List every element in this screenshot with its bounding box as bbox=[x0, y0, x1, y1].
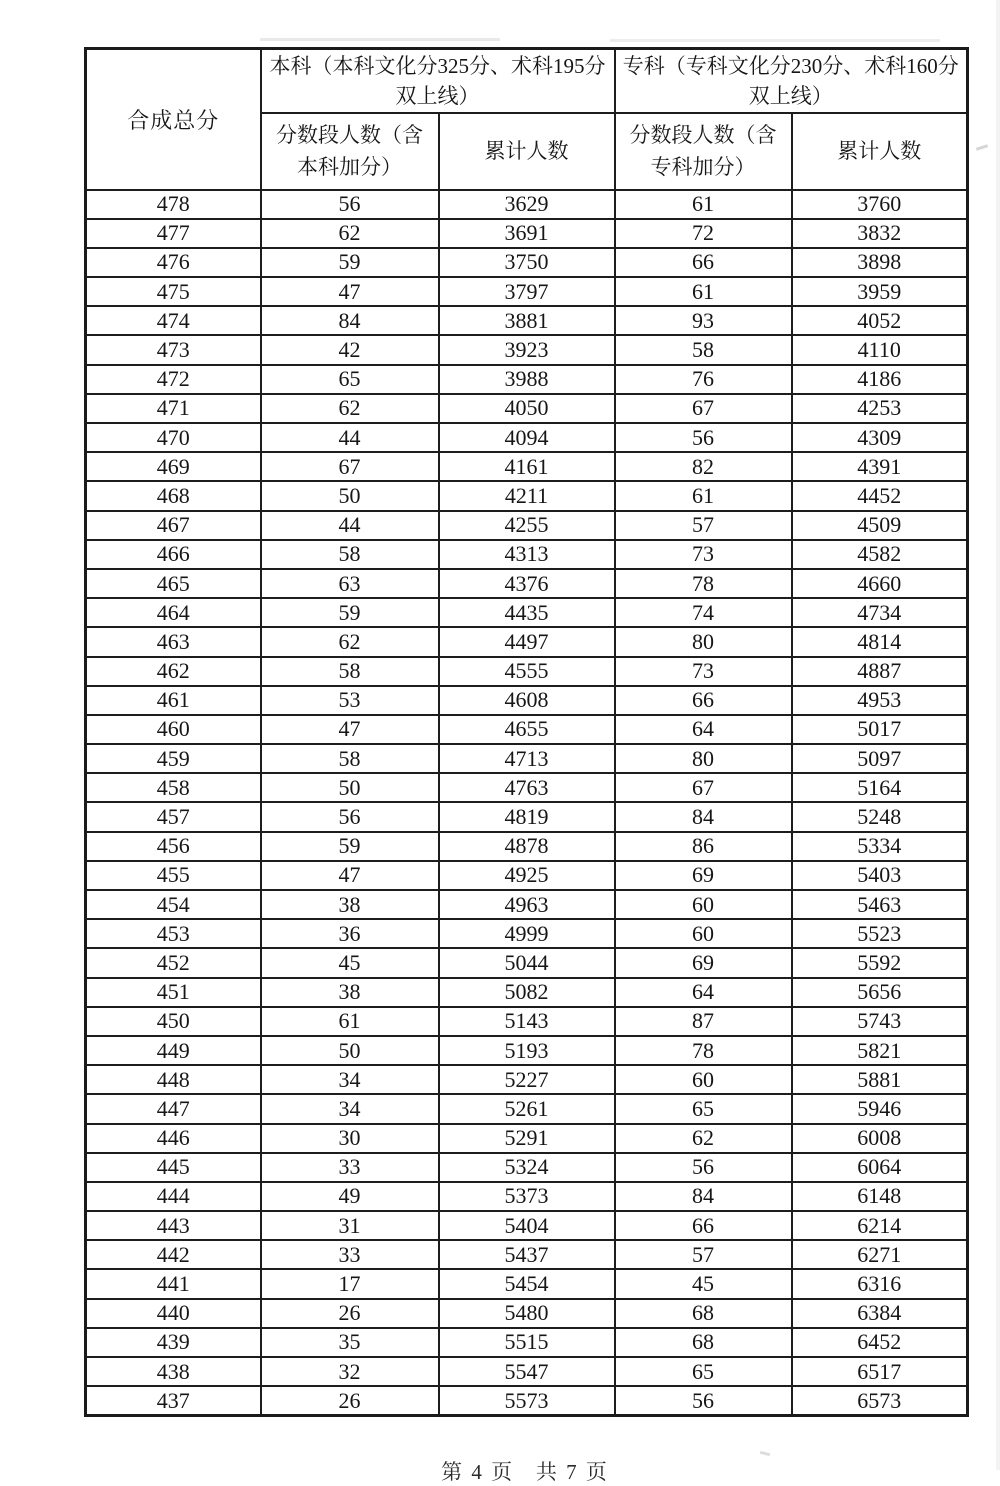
zhuanke-segment-count-cell: 58 bbox=[615, 335, 792, 364]
table-row bbox=[86, 1269, 968, 1298]
benke-cumulative-count-cell: 4050 bbox=[439, 394, 615, 423]
score-cell: 461 bbox=[86, 686, 261, 715]
benke-segment-count-cell: 59 bbox=[261, 598, 439, 627]
benke-cumulative-count-cell: 4255 bbox=[439, 511, 615, 540]
zhuanke-segment-count-cell: 78 bbox=[615, 569, 792, 598]
table-row bbox=[86, 1386, 968, 1415]
zhuanke-cumulative-count-cell: 6008 bbox=[792, 1124, 968, 1153]
benke-cumulative-count-cell: 4655 bbox=[439, 715, 615, 744]
score-cell: 440 bbox=[86, 1299, 261, 1328]
zhuanke-cumulative-count-cell: 4582 bbox=[792, 540, 968, 569]
zhuanke-segment-count-cell: 78 bbox=[615, 1036, 792, 1065]
benke-segment-count-cell: 38 bbox=[261, 978, 439, 1007]
benke-segment-count-cell: 36 bbox=[261, 919, 439, 948]
score-cell: 473 bbox=[86, 335, 261, 364]
benke-segment-count-cell: 35 bbox=[261, 1328, 439, 1357]
benke-segment-count-cell: 49 bbox=[261, 1182, 439, 1211]
benke-cumulative-count-cell: 4878 bbox=[439, 832, 615, 861]
zhuanke-segment-count-cell: 56 bbox=[615, 1153, 792, 1182]
benke-cumulative-count-cell: 5082 bbox=[439, 978, 615, 1007]
zhuanke-segment-count-cell: 61 bbox=[615, 481, 792, 510]
benke-segment-count-cell: 61 bbox=[261, 1007, 439, 1036]
zhuanke-segment-count-cell: 87 bbox=[615, 1007, 792, 1036]
score-cell: 478 bbox=[86, 190, 261, 219]
score-cell: 471 bbox=[86, 394, 261, 423]
benke-cumulative-count-cell: 4211 bbox=[439, 481, 615, 510]
score-cell: 458 bbox=[86, 773, 261, 802]
benke-segment-count-cell: 38 bbox=[261, 890, 439, 919]
score-cell: 474 bbox=[86, 306, 261, 335]
zhuanke-cumulative-count-cell: 5523 bbox=[792, 919, 968, 948]
zhuanke-segment-count-cell: 66 bbox=[615, 248, 792, 277]
zhuanke-segment-count-cell: 93 bbox=[615, 306, 792, 335]
benke-cumulative-count-cell: 5261 bbox=[439, 1094, 615, 1123]
benke-segment-count-cell: 31 bbox=[261, 1211, 439, 1240]
benke-cumulative-count-cell: 5573 bbox=[439, 1386, 615, 1415]
zhuanke-segment-count-cell: 82 bbox=[615, 452, 792, 481]
benke-cumulative-count-cell: 5373 bbox=[439, 1182, 615, 1211]
table-row bbox=[86, 481, 968, 510]
table-group-header-row bbox=[86, 49, 968, 113]
zhuanke-cumulative-count-cell: 5248 bbox=[792, 802, 968, 831]
score-cell: 465 bbox=[86, 569, 261, 598]
benke-segment-count-cell: 67 bbox=[261, 452, 439, 481]
score-cell: 467 bbox=[86, 511, 261, 540]
table-row bbox=[86, 452, 968, 481]
score-cell: 450 bbox=[86, 1007, 261, 1036]
benke-segment-count-cell: 34 bbox=[261, 1065, 439, 1094]
table-row bbox=[86, 802, 968, 831]
benke-segment-count-cell: 59 bbox=[261, 832, 439, 861]
table-row bbox=[86, 306, 968, 335]
benke-segment-count-cell: 56 bbox=[261, 190, 439, 219]
benke-cumulative-count-cell: 5193 bbox=[439, 1036, 615, 1065]
table-row bbox=[86, 715, 968, 744]
table-row bbox=[86, 365, 968, 394]
zhuanke-segment-count-cell: 73 bbox=[615, 657, 792, 686]
benke-segment-count-cell: 59 bbox=[261, 248, 439, 277]
score-cell: 475 bbox=[86, 277, 261, 306]
table-row bbox=[86, 1065, 968, 1094]
zhuanke-cumulative-count-cell: 4391 bbox=[792, 452, 968, 481]
zhuanke-cumulative-count-cell: 6452 bbox=[792, 1328, 968, 1357]
benke-segment-count-cell: 58 bbox=[261, 540, 439, 569]
benke-cumulative-count-cell: 5291 bbox=[439, 1124, 615, 1153]
table-row bbox=[86, 1124, 968, 1153]
zhuanke-cumulative-count-cell: 4814 bbox=[792, 627, 968, 656]
zhuanke-cumulative-count-cell: 5334 bbox=[792, 832, 968, 861]
zhuanke-segment-count-cell: 69 bbox=[615, 861, 792, 890]
benke-segment-count-cell: 47 bbox=[261, 715, 439, 744]
zhuanke-segment-count-cell: 80 bbox=[615, 744, 792, 773]
score-cell: 447 bbox=[86, 1094, 261, 1123]
scan-smudge bbox=[260, 38, 500, 41]
zhuanke-cumulative-count-cell: 5017 bbox=[792, 715, 968, 744]
zhuanke-segment-count-cell: 57 bbox=[615, 511, 792, 540]
score-cell: 463 bbox=[86, 627, 261, 656]
benke-cumulative-count-cell: 5454 bbox=[439, 1269, 615, 1298]
zhuanke-segment-count-cell: 72 bbox=[615, 219, 792, 248]
table-row bbox=[86, 540, 968, 569]
benke-cumulative-count-cell: 4999 bbox=[439, 919, 615, 948]
table-row bbox=[86, 890, 968, 919]
table-row bbox=[86, 861, 968, 890]
score-cell: 454 bbox=[86, 890, 261, 919]
group-header-benke: 本科（本科文化分325分、术科195分双上线） bbox=[261, 49, 615, 113]
subheader-benke-cumulative-count: 累计人数 bbox=[439, 113, 615, 190]
benke-cumulative-count-cell: 4963 bbox=[439, 890, 615, 919]
subheader-zhuanke-cumulative-count: 累计人数 bbox=[792, 113, 968, 190]
scan-smudge bbox=[996, 0, 1000, 1470]
zhuanke-segment-count-cell: 84 bbox=[615, 1182, 792, 1211]
zhuanke-segment-count-cell: 80 bbox=[615, 627, 792, 656]
benke-segment-count-cell: 62 bbox=[261, 394, 439, 423]
zhuanke-cumulative-count-cell: 5656 bbox=[792, 978, 968, 1007]
benke-cumulative-count-cell: 5044 bbox=[439, 948, 615, 977]
zhuanke-cumulative-count-cell: 6384 bbox=[792, 1299, 968, 1328]
table-row bbox=[86, 248, 968, 277]
table-row bbox=[86, 948, 968, 977]
score-cell: 439 bbox=[86, 1328, 261, 1357]
zhuanke-segment-count-cell: 61 bbox=[615, 277, 792, 306]
table-row bbox=[86, 1182, 968, 1211]
zhuanke-segment-count-cell: 64 bbox=[615, 715, 792, 744]
zhuanke-cumulative-count-cell: 6148 bbox=[792, 1182, 968, 1211]
table-row bbox=[86, 1357, 968, 1386]
zhuanke-cumulative-count-cell: 4953 bbox=[792, 686, 968, 715]
benke-cumulative-count-cell: 4713 bbox=[439, 744, 615, 773]
benke-cumulative-count-cell: 5437 bbox=[439, 1240, 615, 1269]
benke-segment-count-cell: 56 bbox=[261, 802, 439, 831]
zhuanke-segment-count-cell: 67 bbox=[615, 773, 792, 802]
table-row bbox=[86, 832, 968, 861]
zhuanke-cumulative-count-cell: 4052 bbox=[792, 306, 968, 335]
zhuanke-segment-count-cell: 69 bbox=[615, 948, 792, 977]
table-row bbox=[86, 686, 968, 715]
zhuanke-segment-count-cell: 68 bbox=[615, 1299, 792, 1328]
zhuanke-cumulative-count-cell: 4734 bbox=[792, 598, 968, 627]
zhuanke-segment-count-cell: 61 bbox=[615, 190, 792, 219]
benke-cumulative-count-cell: 4608 bbox=[439, 686, 615, 715]
zhuanke-cumulative-count-cell: 3898 bbox=[792, 248, 968, 277]
benke-cumulative-count-cell: 4925 bbox=[439, 861, 615, 890]
score-cell: 457 bbox=[86, 802, 261, 831]
zhuanke-cumulative-count-cell: 6517 bbox=[792, 1357, 968, 1386]
score-cell: 472 bbox=[86, 365, 261, 394]
score-cell: 469 bbox=[86, 452, 261, 481]
table-row bbox=[86, 569, 968, 598]
benke-cumulative-count-cell: 5227 bbox=[439, 1065, 615, 1094]
table-row bbox=[86, 511, 968, 540]
benke-cumulative-count-cell: 3881 bbox=[439, 306, 615, 335]
benke-cumulative-count-cell: 5143 bbox=[439, 1007, 615, 1036]
benke-segment-count-cell: 63 bbox=[261, 569, 439, 598]
zhuanke-cumulative-count-cell: 5164 bbox=[792, 773, 968, 802]
benke-cumulative-count-cell: 5480 bbox=[439, 1299, 615, 1328]
score-cell: 459 bbox=[86, 744, 261, 773]
zhuanke-segment-count-cell: 45 bbox=[615, 1269, 792, 1298]
table-row bbox=[86, 657, 968, 686]
benke-segment-count-cell: 33 bbox=[261, 1240, 439, 1269]
benke-cumulative-count-cell: 4555 bbox=[439, 657, 615, 686]
score-cell: 452 bbox=[86, 948, 261, 977]
table-row bbox=[86, 627, 968, 656]
subheader-zhuanke-segment-count: 分数段人数（含专科加分） bbox=[615, 113, 792, 190]
zhuanke-segment-count-cell: 56 bbox=[615, 423, 792, 452]
score-cell: 460 bbox=[86, 715, 261, 744]
benke-cumulative-count-cell: 3750 bbox=[439, 248, 615, 277]
zhuanke-cumulative-count-cell: 5592 bbox=[792, 948, 968, 977]
group-header-zhuanke: 专科（专科文化分230分、术科160分双上线） bbox=[615, 49, 968, 113]
zhuanke-segment-count-cell: 65 bbox=[615, 1357, 792, 1386]
score-distribution-table bbox=[84, 47, 969, 1417]
benke-segment-count-cell: 30 bbox=[261, 1124, 439, 1153]
benke-segment-count-cell: 42 bbox=[261, 335, 439, 364]
benke-segment-count-cell: 65 bbox=[261, 365, 439, 394]
zhuanke-cumulative-count-cell: 4186 bbox=[792, 365, 968, 394]
zhuanke-cumulative-count-cell: 4452 bbox=[792, 481, 968, 510]
zhuanke-cumulative-count-cell: 5097 bbox=[792, 744, 968, 773]
benke-cumulative-count-cell: 4376 bbox=[439, 569, 615, 598]
zhuanke-cumulative-count-cell: 3760 bbox=[792, 190, 968, 219]
benke-cumulative-count-cell: 3923 bbox=[439, 335, 615, 364]
score-cell: 445 bbox=[86, 1153, 261, 1182]
table-row bbox=[86, 1240, 968, 1269]
benke-cumulative-count-cell: 3797 bbox=[439, 277, 615, 306]
score-cell: 446 bbox=[86, 1124, 261, 1153]
table-row bbox=[86, 1328, 968, 1357]
zhuanke-segment-count-cell: 60 bbox=[615, 890, 792, 919]
zhuanke-segment-count-cell: 76 bbox=[615, 365, 792, 394]
zhuanke-cumulative-count-cell: 4887 bbox=[792, 657, 968, 686]
zhuanke-segment-count-cell: 73 bbox=[615, 540, 792, 569]
score-cell: 451 bbox=[86, 978, 261, 1007]
zhuanke-cumulative-count-cell: 6271 bbox=[792, 1240, 968, 1269]
zhuanke-cumulative-count-cell: 6316 bbox=[792, 1269, 968, 1298]
table-body bbox=[86, 190, 968, 1416]
zhuanke-segment-count-cell: 65 bbox=[615, 1094, 792, 1123]
page-footer: 第 4 页 共 7 页 bbox=[441, 1460, 609, 1484]
table-row bbox=[86, 1094, 968, 1123]
corner-header-composite-score: 合成总分 bbox=[86, 49, 261, 190]
zhuanke-segment-count-cell: 66 bbox=[615, 1211, 792, 1240]
scan-smudge bbox=[610, 39, 940, 42]
benke-segment-count-cell: 44 bbox=[261, 423, 439, 452]
table-row bbox=[86, 1299, 968, 1328]
score-cell: 466 bbox=[86, 540, 261, 569]
score-cell: 455 bbox=[86, 861, 261, 890]
score-cell: 462 bbox=[86, 657, 261, 686]
subheader-benke-segment-count: 分数段人数（含本科加分） bbox=[261, 113, 439, 190]
score-cell: 449 bbox=[86, 1036, 261, 1065]
zhuanke-segment-count-cell: 57 bbox=[615, 1240, 792, 1269]
zhuanke-cumulative-count-cell: 3959 bbox=[792, 277, 968, 306]
zhuanke-segment-count-cell: 62 bbox=[615, 1124, 792, 1153]
score-cell: 443 bbox=[86, 1211, 261, 1240]
benke-segment-count-cell: 62 bbox=[261, 627, 439, 656]
benke-cumulative-count-cell: 5324 bbox=[439, 1153, 615, 1182]
table-row bbox=[86, 423, 968, 452]
table-row bbox=[86, 1211, 968, 1240]
score-cell: 453 bbox=[86, 919, 261, 948]
zhuanke-cumulative-count-cell: 5881 bbox=[792, 1065, 968, 1094]
benke-segment-count-cell: 84 bbox=[261, 306, 439, 335]
benke-segment-count-cell: 26 bbox=[261, 1386, 439, 1415]
score-cell: 464 bbox=[86, 598, 261, 627]
benke-cumulative-count-cell: 3691 bbox=[439, 219, 615, 248]
benke-cumulative-count-cell: 4497 bbox=[439, 627, 615, 656]
benke-segment-count-cell: 58 bbox=[261, 657, 439, 686]
score-cell: 477 bbox=[86, 219, 261, 248]
zhuanke-cumulative-count-cell: 5403 bbox=[792, 861, 968, 890]
table-row bbox=[86, 394, 968, 423]
score-cell: 442 bbox=[86, 1240, 261, 1269]
scan-smudge bbox=[976, 144, 988, 151]
benke-segment-count-cell: 62 bbox=[261, 219, 439, 248]
zhuanke-cumulative-count-cell: 5463 bbox=[792, 890, 968, 919]
zhuanke-cumulative-count-cell: 6214 bbox=[792, 1211, 968, 1240]
benke-cumulative-count-cell: 4313 bbox=[439, 540, 615, 569]
table-row bbox=[86, 1036, 968, 1065]
zhuanke-cumulative-count-cell: 4253 bbox=[792, 394, 968, 423]
table-row bbox=[86, 335, 968, 364]
benke-segment-count-cell: 53 bbox=[261, 686, 439, 715]
zhuanke-cumulative-count-cell: 4110 bbox=[792, 335, 968, 364]
zhuanke-cumulative-count-cell: 5946 bbox=[792, 1094, 968, 1123]
score-cell: 476 bbox=[86, 248, 261, 277]
benke-cumulative-count-cell: 4435 bbox=[439, 598, 615, 627]
benke-cumulative-count-cell: 3629 bbox=[439, 190, 615, 219]
table-row bbox=[86, 190, 968, 219]
zhuanke-cumulative-count-cell: 4660 bbox=[792, 569, 968, 598]
benke-segment-count-cell: 50 bbox=[261, 773, 439, 802]
score-cell: 456 bbox=[86, 832, 261, 861]
benke-cumulative-count-cell: 4763 bbox=[439, 773, 615, 802]
benke-cumulative-count-cell: 4161 bbox=[439, 452, 615, 481]
table-row bbox=[86, 919, 968, 948]
benke-segment-count-cell: 34 bbox=[261, 1094, 439, 1123]
benke-cumulative-count-cell: 5404 bbox=[439, 1211, 615, 1240]
score-cell: 437 bbox=[86, 1386, 261, 1415]
benke-cumulative-count-cell: 5547 bbox=[439, 1357, 615, 1386]
zhuanke-segment-count-cell: 86 bbox=[615, 832, 792, 861]
score-cell: 448 bbox=[86, 1065, 261, 1094]
benke-segment-count-cell: 32 bbox=[261, 1357, 439, 1386]
table-row bbox=[86, 1007, 968, 1036]
benke-cumulative-count-cell: 4094 bbox=[439, 423, 615, 452]
zhuanke-cumulative-count-cell: 3832 bbox=[792, 219, 968, 248]
benke-segment-count-cell: 33 bbox=[261, 1153, 439, 1182]
score-cell: 438 bbox=[86, 1357, 261, 1386]
zhuanke-segment-count-cell: 60 bbox=[615, 919, 792, 948]
benke-segment-count-cell: 17 bbox=[261, 1269, 439, 1298]
score-cell: 470 bbox=[86, 423, 261, 452]
benke-segment-count-cell: 45 bbox=[261, 948, 439, 977]
zhuanke-segment-count-cell: 66 bbox=[615, 686, 792, 715]
table-row bbox=[86, 978, 968, 1007]
table-row bbox=[86, 773, 968, 802]
zhuanke-segment-count-cell: 64 bbox=[615, 978, 792, 1007]
benke-segment-count-cell: 50 bbox=[261, 481, 439, 510]
zhuanke-cumulative-count-cell: 4509 bbox=[792, 511, 968, 540]
zhuanke-segment-count-cell: 67 bbox=[615, 394, 792, 423]
zhuanke-cumulative-count-cell: 5743 bbox=[792, 1007, 968, 1036]
benke-cumulative-count-cell: 3988 bbox=[439, 365, 615, 394]
benke-segment-count-cell: 50 bbox=[261, 1036, 439, 1065]
table-row bbox=[86, 1153, 968, 1182]
zhuanke-segment-count-cell: 84 bbox=[615, 802, 792, 831]
zhuanke-cumulative-count-cell: 4309 bbox=[792, 423, 968, 452]
benke-segment-count-cell: 58 bbox=[261, 744, 439, 773]
table-row bbox=[86, 219, 968, 248]
benke-cumulative-count-cell: 5515 bbox=[439, 1328, 615, 1357]
table-row bbox=[86, 598, 968, 627]
benke-cumulative-count-cell: 4819 bbox=[439, 802, 615, 831]
zhuanke-cumulative-count-cell: 5821 bbox=[792, 1036, 968, 1065]
zhuanke-cumulative-count-cell: 6573 bbox=[792, 1386, 968, 1415]
score-cell: 468 bbox=[86, 481, 261, 510]
zhuanke-segment-count-cell: 60 bbox=[615, 1065, 792, 1094]
benke-segment-count-cell: 44 bbox=[261, 511, 439, 540]
zhuanke-cumulative-count-cell: 6064 bbox=[792, 1153, 968, 1182]
zhuanke-segment-count-cell: 56 bbox=[615, 1386, 792, 1415]
table-row bbox=[86, 744, 968, 773]
zhuanke-segment-count-cell: 74 bbox=[615, 598, 792, 627]
table-row bbox=[86, 277, 968, 306]
score-cell: 441 bbox=[86, 1269, 261, 1298]
zhuanke-segment-count-cell: 68 bbox=[615, 1328, 792, 1357]
score-cell: 444 bbox=[86, 1182, 261, 1211]
benke-segment-count-cell: 26 bbox=[261, 1299, 439, 1328]
benke-segment-count-cell: 47 bbox=[261, 861, 439, 890]
benke-segment-count-cell: 47 bbox=[261, 277, 439, 306]
